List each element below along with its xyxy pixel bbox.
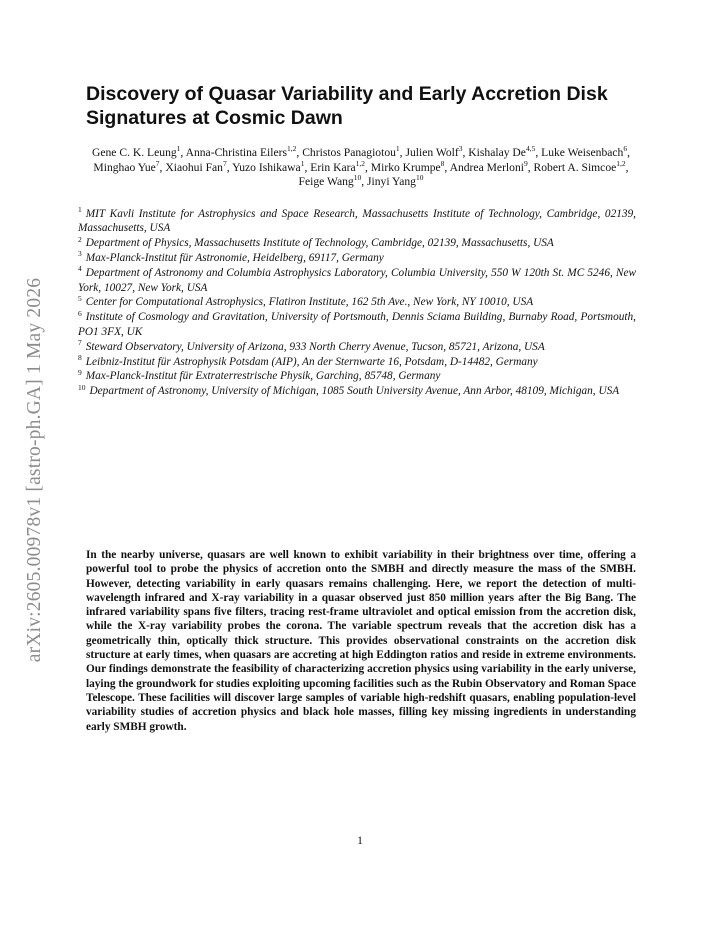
affiliation-text: Max-Planck-Institut für Extraterrestrische Physik, Garching, 85748, Germany bbox=[85, 370, 441, 383]
affiliation-text: Department of Astronomy, University of Michigan, 1085 South University Avenue, Ann Arbor, 48109, Michigan, USA bbox=[89, 385, 620, 398]
affiliation-number: 6 bbox=[78, 308, 82, 318]
affiliation-number: 4 bbox=[78, 264, 82, 274]
author-name: Julien Wolf bbox=[405, 146, 459, 159]
author-affiliation-mark: 1 bbox=[395, 144, 400, 154]
author bbox=[93, 158, 160, 174]
author-affiliation-mark: 7 bbox=[222, 158, 227, 168]
author bbox=[405, 146, 462, 159]
affiliation-number: 3 bbox=[78, 249, 82, 259]
author-name: Anna-Christina Eilers bbox=[185, 146, 288, 159]
author-name: Christos Panagiotou bbox=[302, 146, 396, 159]
affiliation-number: 7 bbox=[78, 337, 82, 347]
author-name: Xiaohui Fan bbox=[165, 160, 223, 174]
affiliation-item bbox=[78, 337, 636, 354]
affiliation-item bbox=[78, 352, 636, 369]
paper-title: Discovery of Quasar Variability and Early Accretion Disk Signatures at Cosmic Dawn bbox=[86, 83, 608, 129]
affiliation-text: Department of Physics, Massachusetts Institute of Technology, Cambridge, 02139, Massachusetts, USA bbox=[85, 237, 554, 250]
author bbox=[370, 158, 445, 174]
author-name: Robert A. Simcoe bbox=[533, 160, 617, 174]
arxiv-identifier: arXiv:2605.00978v1 [astro-ph.GA] 1 May 2026 bbox=[24, 277, 45, 663]
author-name: Yuzo Ishikawa bbox=[232, 160, 301, 174]
affiliation-item bbox=[78, 266, 636, 295]
affiliation-text: MIT Kavli Institute for Astrophysics and Space Research, Massachusetts Institute of Technology, Cambridge, 02139, Massachusetts, USA bbox=[78, 208, 636, 235]
author-affiliation-mark: 7 bbox=[155, 158, 160, 168]
affiliation-item bbox=[78, 295, 636, 309]
affiliation-number: 8 bbox=[78, 352, 82, 362]
author-affiliation-mark: 3 bbox=[458, 144, 463, 154]
affiliation-text: Center for Computational Astrophysics, Flatiron Institute, 162 5th Ave., New York, NY 10010, USA bbox=[85, 296, 534, 309]
affiliation-item bbox=[78, 310, 636, 339]
affiliation-text: Steward Observatory, University of Arizona, 933 North Cherry Avenue, Tucson, 85721, Arizona, USA bbox=[85, 340, 545, 353]
author-name: Feige Wang bbox=[298, 175, 354, 189]
author-affiliation-mark: 1 bbox=[176, 144, 181, 154]
author bbox=[449, 158, 528, 174]
affiliation-item bbox=[78, 207, 636, 236]
author-name: Jinyi Yang bbox=[367, 175, 416, 189]
affiliation-item bbox=[78, 236, 636, 250]
author-affiliation-mark: 9 bbox=[523, 158, 528, 168]
author-name: Minghao Yue bbox=[93, 160, 156, 174]
author-affiliation-mark: 6 bbox=[623, 144, 628, 154]
author bbox=[468, 146, 535, 159]
author-name: Andrea Merloni bbox=[449, 160, 524, 174]
author-name: Kishalay De bbox=[468, 146, 526, 159]
author bbox=[541, 146, 627, 159]
affiliation-number: 1 bbox=[78, 205, 82, 215]
abstract: In the nearby universe, quasars are well known to exhibit variability in their brightness over time, offering a powerful tool to probe the physics of accretion onto the SMBH and directly measure the mass of the SMBH. However, detecting variability in early quasars remains challenging. Here, we report the detection of multi-wavelength infrared and X-ray variability in a quasar observed just 850 million years after the Big Bang. The infrared variability spans five filters, tracing rest-frame ultraviolet and optical emission from the accretion disk, while the X-ray variability probes the corona. The variable spectrum reveals that the accretion disk has a geometrically thin, optically thick structure. This provides observational constraints on the accretion disk structure at early times, when quasars are accreting at high Eddington ratios and reside in extreme environments. Our findings demonstrate the feasibility of characterizing accretion physics using variability in the early universe, laying the groundwork for studies exploiting upcoming facilities such as the Rubin Observatory and Roman Space Telescope. These facilities will discover large samples of variable high-redshift quasars, enabling population-level variability studies of accretion physics and black hole masses, filling key missing ingredients in understanding early SMBH growth. bbox=[86, 549, 636, 733]
author-affiliation-mark: 10 bbox=[353, 173, 362, 183]
author-name: Gene C. K. Leung bbox=[91, 146, 177, 159]
author bbox=[302, 146, 399, 159]
author-affiliation-mark: 1,2 bbox=[616, 158, 626, 168]
affiliation-text: Max-Planck-Institut für Astronomie, Heidelberg, 69117, Germany bbox=[85, 252, 384, 265]
author-affiliation-mark: 8 bbox=[440, 158, 445, 168]
author-list: Gene C. K. Leung$^1$, Anna-Christina Eilers$^{1,2}$, Christos Panagiotou$^1$, Julien Wolf$^3$, Kishalay De$^{4,5}$, Luke Weisenbach$^6$, Minghao Yue$^7$, Xiaohui Fan$^7$, Yuzo Ishikawa$^1$, Erin Kara$^{1,2}$, Mirko Krumpe$^8$, Andrea Merloni$^9$, Robert A. Simcoe$^{1,2}$, Feige Wang$^{10}$, Jinyi Yang$^{10}$ bbox=[91, 144, 630, 189]
affiliation-number: 5 bbox=[78, 293, 82, 303]
affiliation-number: 2 bbox=[78, 234, 82, 244]
affiliation-text: Department of Astronomy and Columbia Astrophysics Laboratory, Columbia University, 550 W 120th St. MC 5246, New York, 10027, New York, USA bbox=[78, 267, 636, 294]
author-name: Erin Kara bbox=[310, 160, 356, 174]
author-name: Mirko Krumpe bbox=[370, 160, 441, 174]
author-affiliation-mark: 4,5 bbox=[525, 144, 536, 154]
author-affiliation-mark: 10 bbox=[415, 173, 424, 183]
author bbox=[165, 158, 227, 174]
affiliation-text: Institute of Cosmology and Gravitation, University of Portsmouth, Dennis Sciama Building, Burnaby Road, Portsmouth, PO1 3FX, UK bbox=[78, 311, 636, 338]
affiliation-number: 9 bbox=[78, 367, 82, 377]
author bbox=[299, 175, 362, 188]
author-affiliation-mark: 1 bbox=[300, 158, 305, 168]
author bbox=[533, 158, 626, 174]
author bbox=[92, 146, 180, 159]
author bbox=[186, 146, 297, 159]
author-name: Luke Weisenbach bbox=[541, 146, 624, 159]
affiliation-number: 10 bbox=[78, 382, 86, 392]
page-number: 1 bbox=[357, 835, 363, 847]
arxiv-stamp bbox=[18, 240, 52, 700]
author bbox=[232, 158, 305, 174]
author-affiliation-mark: 1,2 bbox=[355, 158, 365, 168]
author bbox=[310, 158, 365, 174]
affiliation-item bbox=[78, 251, 636, 265]
affiliation-text: Leibniz-Institut für Astrophysik Potsdam (AIP), An der Sternwarte 16, Potsdam, D-14482, Germany bbox=[85, 355, 538, 368]
affiliation-item bbox=[78, 369, 636, 383]
author bbox=[367, 175, 423, 188]
affiliation-item bbox=[78, 384, 636, 398]
affiliation-list bbox=[78, 207, 636, 399]
author-affiliation-mark: 1,2 bbox=[287, 144, 297, 154]
